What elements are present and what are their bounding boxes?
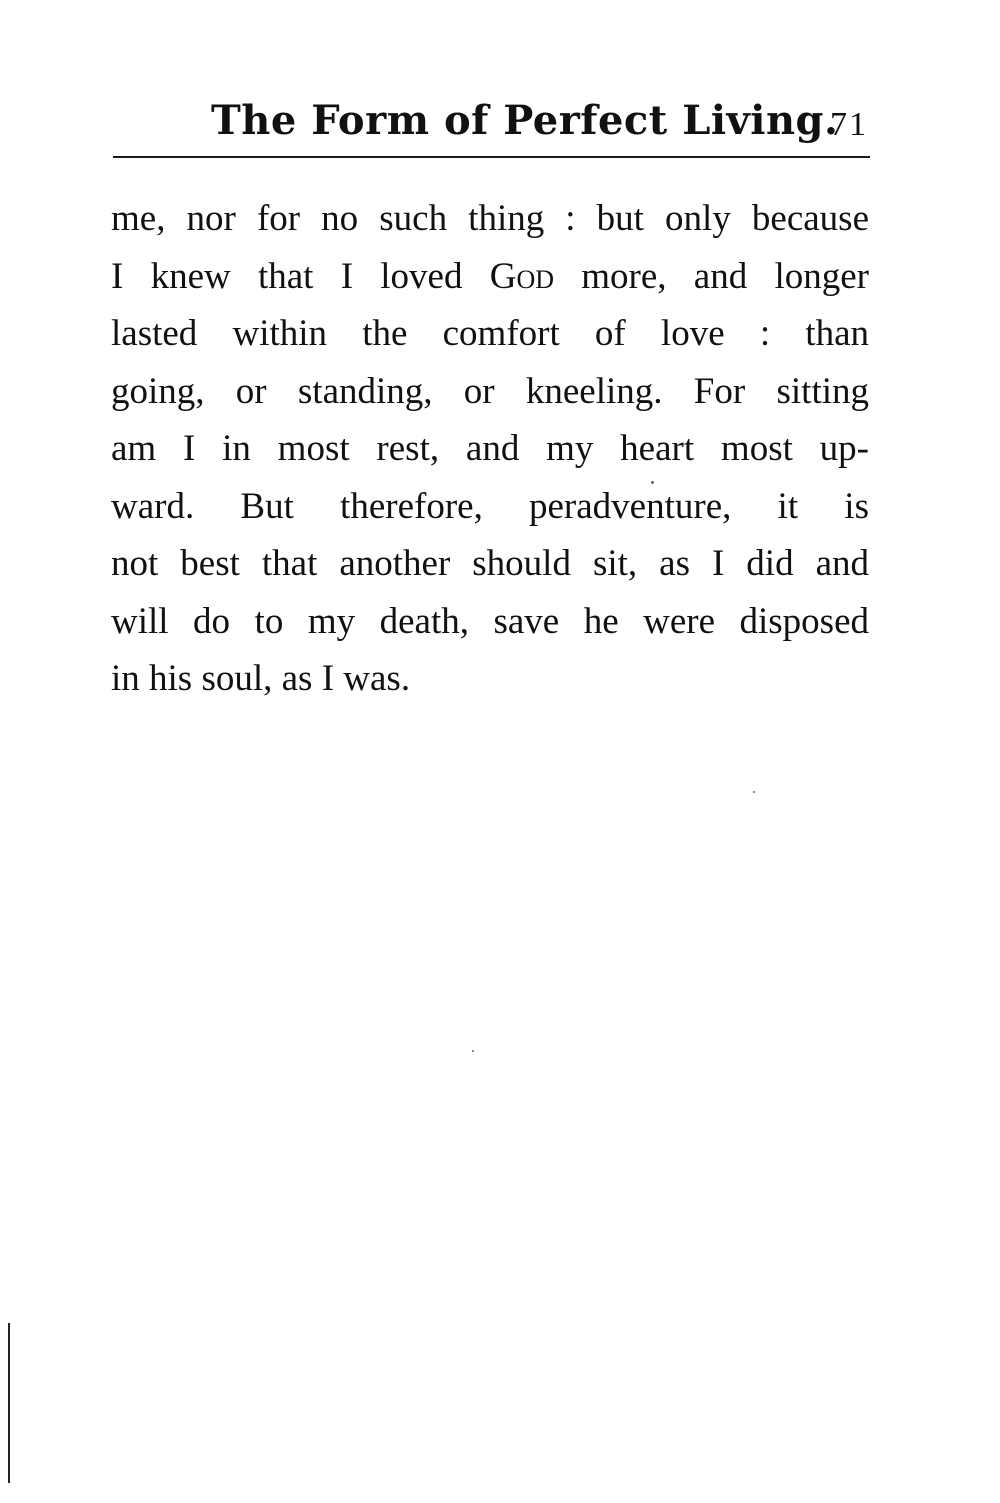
running-head [113,92,868,150]
body-text [111,190,869,708]
header-rule [113,156,870,158]
text-line [111,248,869,306]
text-line: ward. But therefore, peradventure, it is [111,485,869,527]
text-line: am I in most rest, and my heart most up- [111,428,869,469]
text-line: in his soul, as I was. [111,658,411,699]
text-line: me, nor for no such thing : but only because [111,198,869,239]
text-line: not best that another should sit, as I did and [111,543,869,584]
scan-speck [753,791,755,793]
small-caps-word: God [489,255,555,297]
text-line: lasted within the comfort of love : than [111,313,869,354]
scan-margin-mark [8,1323,10,1483]
text-line: going, or standing, or kneeling. For sitting [111,370,869,412]
scan-speck [472,1050,474,1052]
scan-speck [651,481,654,484]
running-title: The Form of Perfect Living. [211,97,839,144]
text-span: I knew that I loved [111,255,490,297]
text-line: will do to my death, save he were disposed [111,600,869,642]
page-number: 71 [830,106,868,143]
text-span: more, and longer [554,255,869,297]
